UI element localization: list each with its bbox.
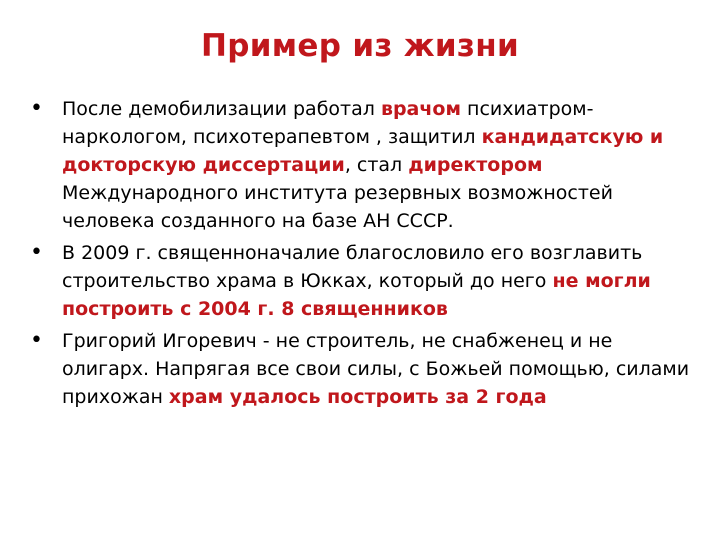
bullet-icon: • bbox=[30, 240, 43, 265]
bullet-item bbox=[30, 327, 695, 411]
highlighted-text: храм удалось построить за 2 года bbox=[168, 386, 547, 408]
highlighted-text: не могли построить с 2004 г. 8 священников bbox=[62, 270, 651, 320]
text-segment: психиатром-наркологом, психотерапевтом , защитил bbox=[62, 98, 594, 148]
text-segment: В 2009 г. священноначалие благословило его возглавить строительство храма в Юкках, который до него bbox=[62, 242, 643, 292]
bullet-icon: • bbox=[30, 96, 43, 121]
text-segment: Григорий Игоревич - не строитель, не снабженец и не олигарх. Напрягая все свои силы, с Божьей помощью, силами прихожан bbox=[62, 330, 690, 408]
text-segment: , стал bbox=[344, 154, 409, 176]
text-segment: Международного института резервных возможностей человека созданного на базе АН СССР. bbox=[62, 182, 613, 232]
text-segment: После демобилизации работал bbox=[62, 98, 381, 120]
bullet-item bbox=[30, 239, 695, 323]
highlighted-text: врачом bbox=[380, 98, 462, 120]
slide-title: Пример из жизни bbox=[201, 28, 519, 64]
highlighted-text: директором bbox=[408, 154, 543, 176]
highlighted-text: кандидатскую и докторскую диссертации bbox=[62, 126, 664, 176]
bullet-list bbox=[30, 95, 695, 415]
bullet-item bbox=[30, 95, 695, 235]
bullet-icon: • bbox=[30, 328, 43, 353]
